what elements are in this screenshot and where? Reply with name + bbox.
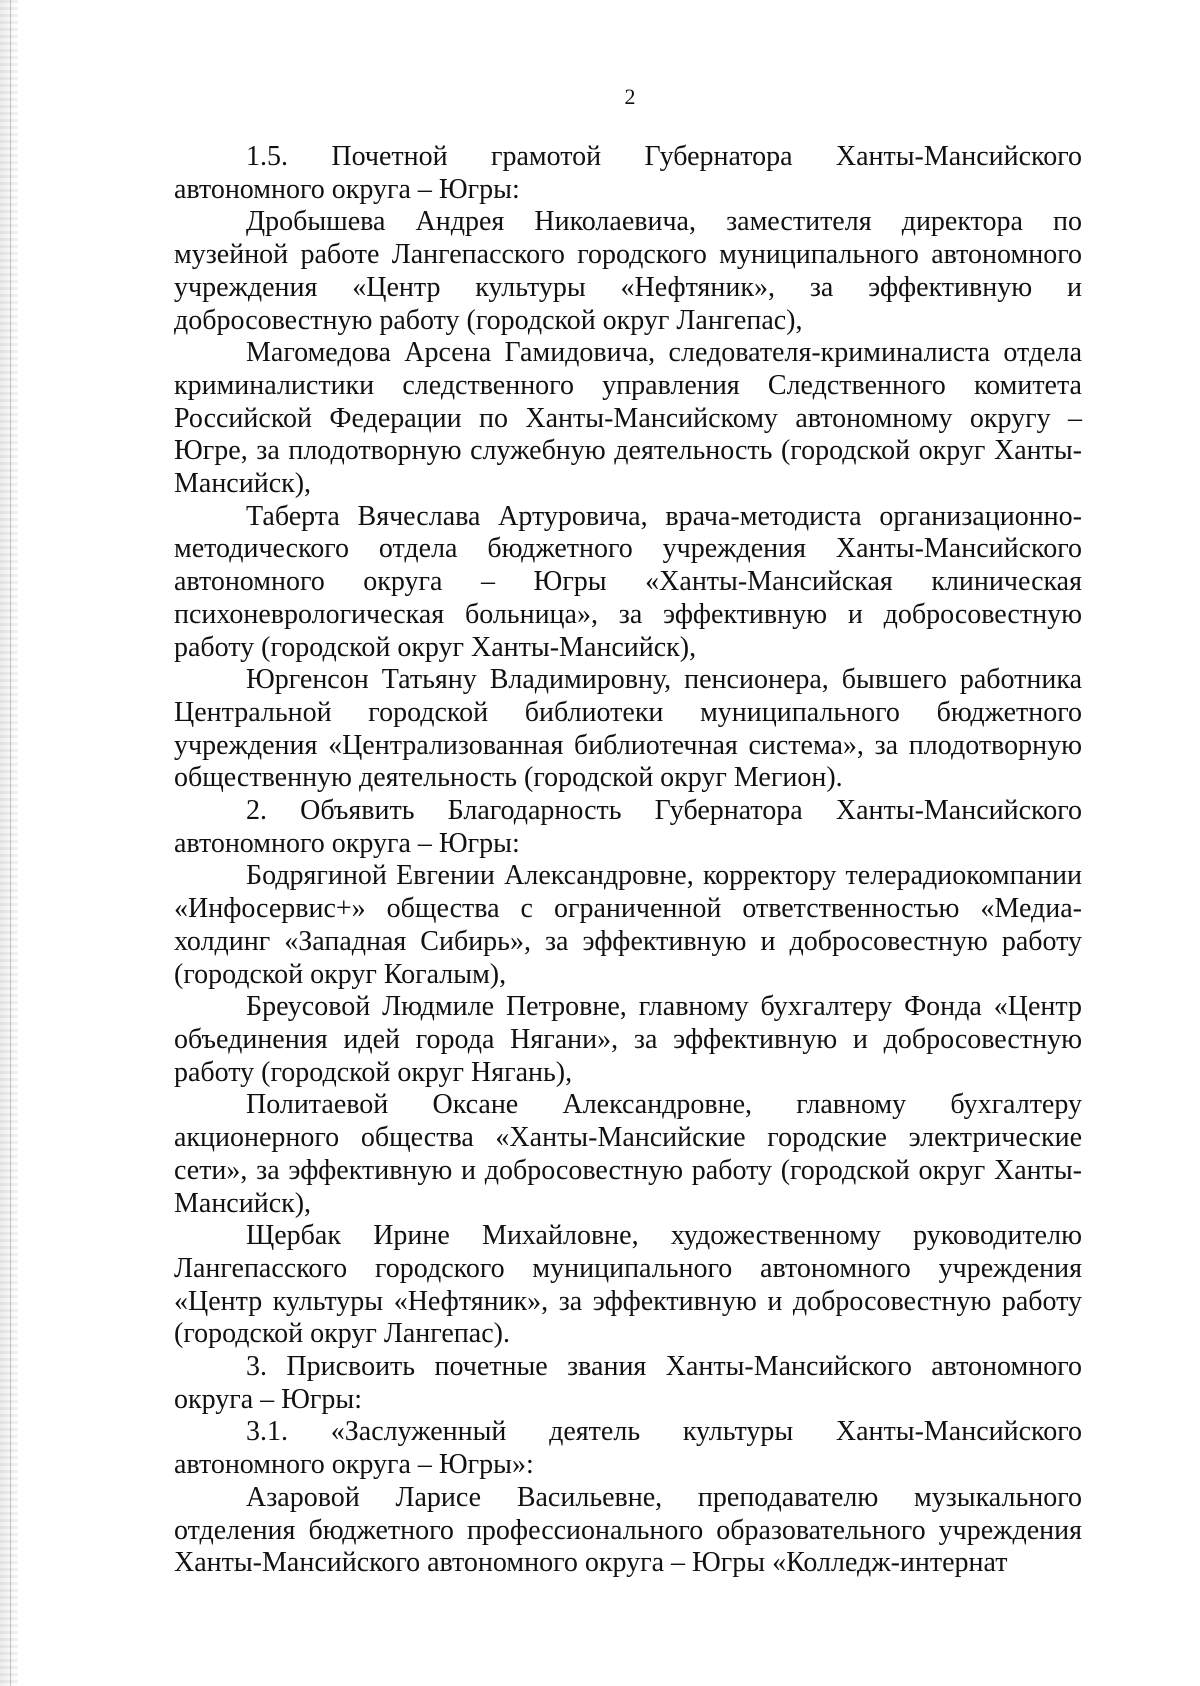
- paragraph-breusova: Бреусовой Людмиле Петровне, главному бухгалтеру Фонда «Центр объединения идей города Нягани», за эффективную и добросовестную работу (городской округ Нягань),: [174, 991, 1082, 1088]
- paragraph-2-heading: 2. Объявить Благодарность Губернатора Ханты-Мансийского автономного округа – Югры:: [174, 795, 1082, 859]
- document-body: [174, 141, 1082, 1580]
- page-number: 2: [624, 84, 636, 109]
- paragraph-bodryagina: Бодрягиной Евгении Александровне, корректору телерадиокомпании «Инфосервис+» общества с ограниченной ответственностью «Медиа-холдинг «Западная Сибирь», за эффективную и добросовестную работу (городской округ Когалым),: [174, 860, 1082, 990]
- paragraph-drobyshev: Дробышева Андрея Николаевича, заместителя директора по музейной работе Лангепасского городского муниципального автономного учреждения «Центр культуры «Нефтяник», за эффективную и добросовестную работу (городской округ Лангепас),: [174, 206, 1082, 336]
- paragraph-magomedov: Магомедова Арсена Гамидовича, следователя-криминалиста отдела криминалистики следственного управления Следственного комитета Российской Федерации по Ханты-Мансийскому автономному округу – Югре, за плодотворную служебную деятельность (городской округ Ханты-Мансийск),: [174, 337, 1082, 500]
- paragraph-shcherbak: Щербак Ирине Михайловне, художественному руководителю Лангепасского городского муниципального автономного учреждения «Центр культуры «Нефтяник», за эффективную и добросовестную работу (городской округ Лангепас).: [174, 1220, 1082, 1350]
- paragraph-yurgenson: Юргенсон Татьяну Владимировну, пенсионера, бывшего работника Центральной городской библиотеки муниципального бюджетного учреждения «Централизованная библиотечная система», за плодотворную общественную деятельность (городской округ Мегион).: [174, 664, 1082, 794]
- paragraph-3-heading: 3. Присвоить почетные звания Ханты-Мансийского автономного округа – Югры:: [174, 1351, 1082, 1415]
- paragraph-1-5-heading: 1.5. Почетной грамотой Губернатора Ханты-Мансийского автономного округа – Югры:: [174, 141, 1082, 205]
- paragraph-tabert: Таберта Вячеслава Артуровича, врача-методиста организационно-методического отдела бюджетного учреждения Ханты-Мансийского автономного округа – Югры «Ханты-Мансийская клиническая психоневрологическая больница», за эффективную и добросовестную работу (городской округ Ханты-Мансийск),: [174, 500, 1082, 663]
- scan-edge-artifact: [0, 0, 18, 1686]
- paragraph-azarova: Азаровой Ларисе Васильевне, преподавателю музыкального отделения бюджетного профессионального образовательного учреждения Ханты-Мансийского автономного округа – Югры «Колледж-интернат: [174, 1481, 1082, 1579]
- paragraph-politaeva: Политаевой Оксане Александровне, главному бухгалтеру акционерного общества «Ханты-Мансийские городские электрические сети», за эффективную и добросовестную работу (городской округ Ханты-Мансийск),: [174, 1089, 1082, 1219]
- paragraph-3-1-heading: 3.1. «Заслуженный деятель культуры Ханты-Мансийского автономного округа – Югры»:: [174, 1416, 1082, 1481]
- scan-edge-line: [10, 0, 11, 1686]
